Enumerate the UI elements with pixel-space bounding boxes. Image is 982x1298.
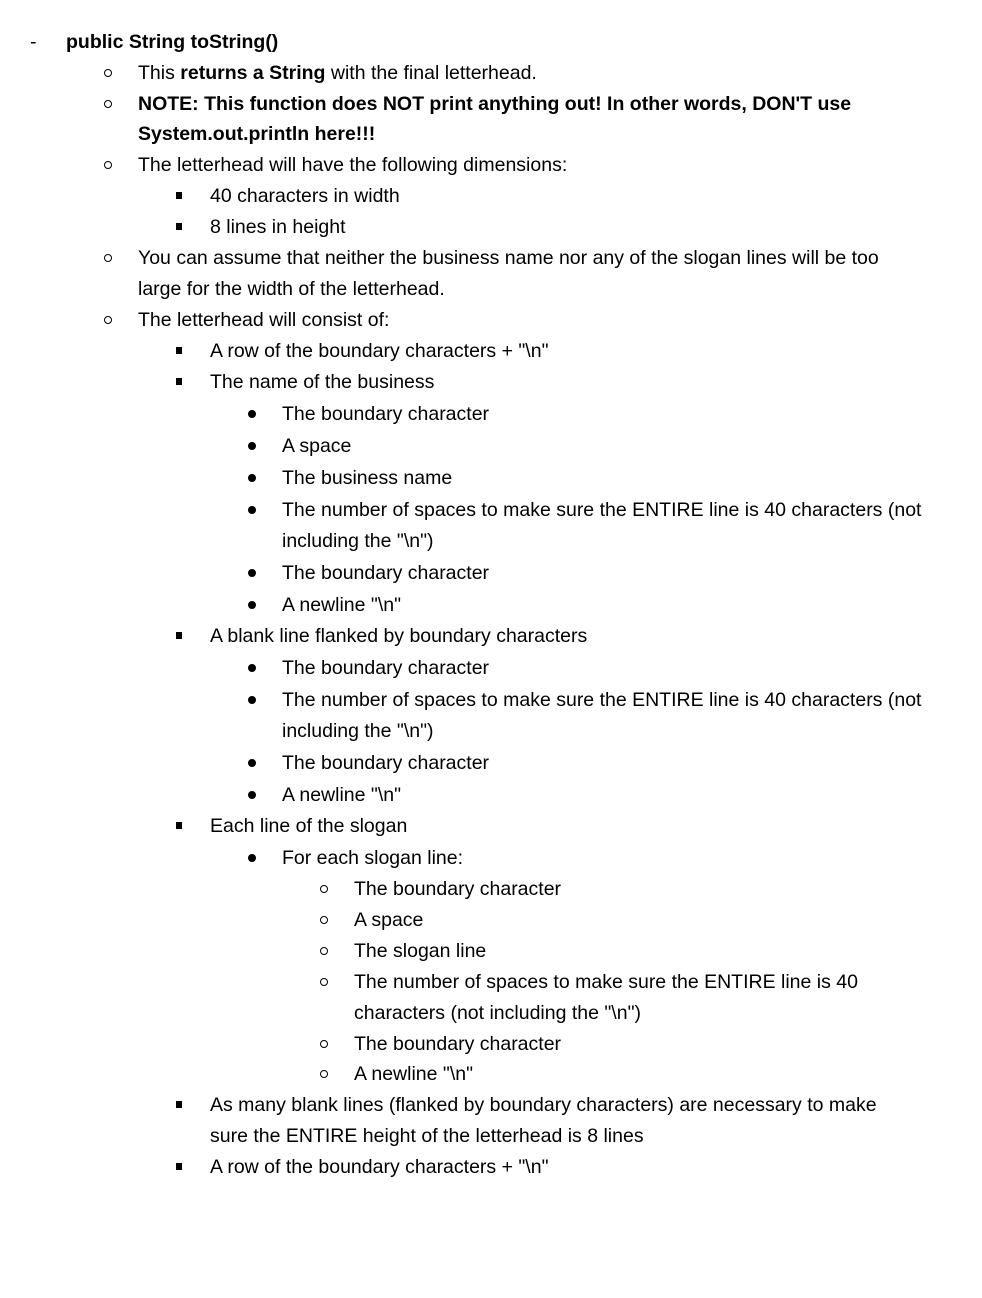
blank-item-boundary-1: The boundary character <box>282 657 490 679</box>
blank-heading: A blank line flanked by boundary characters <box>210 625 588 647</box>
dimension-width: 40 characters in width <box>210 185 400 207</box>
dot-bullet-icon <box>248 569 256 577</box>
slogan-for-each: For each slogan line: <box>282 847 464 869</box>
method-signature: public String toString() <box>66 31 279 53</box>
name-item-business-name: The business name <box>282 467 453 489</box>
square-bullet-icon <box>176 378 182 385</box>
slogan-item-spaces-line-2: characters (not including the "\n") <box>354 1002 641 1024</box>
name-item-spaces-line-2: including the "\n") <box>282 530 434 552</box>
name-item-space: A space <box>282 435 352 457</box>
square-bullet-icon <box>176 223 182 230</box>
circle-bullet-icon <box>320 1070 328 1078</box>
name-item-spaces-line-1: The number of spaces to make sure the ENTIRE line is 40 characters (not <box>282 499 922 521</box>
circle-bullet-icon <box>104 100 112 108</box>
dot-bullet-icon <box>248 664 256 672</box>
assume-line-2: large for the width of the letterhead. <box>138 278 445 300</box>
name-item-newline: A newline "\n" <box>282 594 401 616</box>
row-bottom-item: A row of the boundary characters + "\n" <box>210 1156 549 1178</box>
dot-bullet-icon <box>248 696 256 704</box>
square-bullet-icon <box>176 192 182 199</box>
circle-bullet-icon <box>320 885 328 893</box>
slogan-item-slogan-line: The slogan line <box>354 940 487 962</box>
circle-bullet-icon <box>320 916 328 924</box>
dot-bullet-icon <box>248 601 256 609</box>
slogan-item-spaces-line-1: The number of spaces to make sure the ENTIRE line is 40 <box>354 971 858 993</box>
square-bullet-icon <box>176 632 182 639</box>
square-bullet-icon <box>176 1101 182 1108</box>
name-item-boundary-2: The boundary character <box>282 562 490 584</box>
slogan-item-boundary-2: The boundary character <box>354 1033 562 1055</box>
blank-item-newline: A newline "\n" <box>282 784 401 806</box>
blank-many-line-2: sure the ENTIRE height of the letterhead is 8 lines <box>210 1125 644 1147</box>
slogan-item-boundary-1: The boundary character <box>354 878 562 900</box>
note-line-1: NOTE: This function does NOT print anything out! In other words, DON'T use <box>138 93 852 115</box>
dot-bullet-icon <box>248 410 256 418</box>
name-item-boundary-1: The boundary character <box>282 403 490 425</box>
square-bullet-icon <box>176 822 182 829</box>
blank-item-boundary-2: The boundary character <box>282 752 490 774</box>
dimensions-intro: The letterhead will have the following dimensions: <box>138 154 568 176</box>
slogan-heading: Each line of the slogan <box>210 815 408 837</box>
row-top-item: A row of the boundary characters + "\n" <box>210 340 549 362</box>
circle-bullet-icon <box>104 316 112 324</box>
circle-bullet-icon <box>104 254 112 262</box>
dot-bullet-icon <box>248 759 256 767</box>
dash-bullet: - <box>30 31 37 53</box>
dot-bullet-icon <box>248 474 256 482</box>
circle-bullet-icon <box>320 978 328 986</box>
note-line-2: System.out.println here!!! <box>138 123 376 145</box>
returns-description: This returns a String with the final letterhead. <box>138 62 537 84</box>
blank-many-line-1: As many blank lines (flanked by boundary characters) are necessary to make <box>210 1094 877 1116</box>
blank-item-spaces-line-1: The number of spaces to make sure the ENTIRE line is 40 characters (not <box>282 689 922 711</box>
consist-intro: The letterhead will consist of: <box>138 309 390 331</box>
dot-bullet-icon <box>248 442 256 450</box>
dot-bullet-icon <box>248 791 256 799</box>
dot-bullet-icon <box>248 506 256 514</box>
circle-bullet-icon <box>104 161 112 169</box>
name-heading: The name of the business <box>210 371 435 393</box>
square-bullet-icon <box>176 1163 182 1170</box>
blank-item-spaces-line-2: including the "\n") <box>282 720 434 742</box>
assume-line-1: You can assume that neither the business name nor any of the slogan lines will be too <box>138 247 879 269</box>
dimension-height: 8 lines in height <box>210 216 346 238</box>
circle-bullet-icon <box>320 947 328 955</box>
slogan-item-newline: A newline "\n" <box>354 1063 473 1085</box>
slogan-item-space: A space <box>354 909 424 931</box>
dot-bullet-icon <box>248 854 256 862</box>
circle-bullet-icon <box>104 69 112 77</box>
circle-bullet-icon <box>320 1040 328 1048</box>
square-bullet-icon <box>176 347 182 354</box>
